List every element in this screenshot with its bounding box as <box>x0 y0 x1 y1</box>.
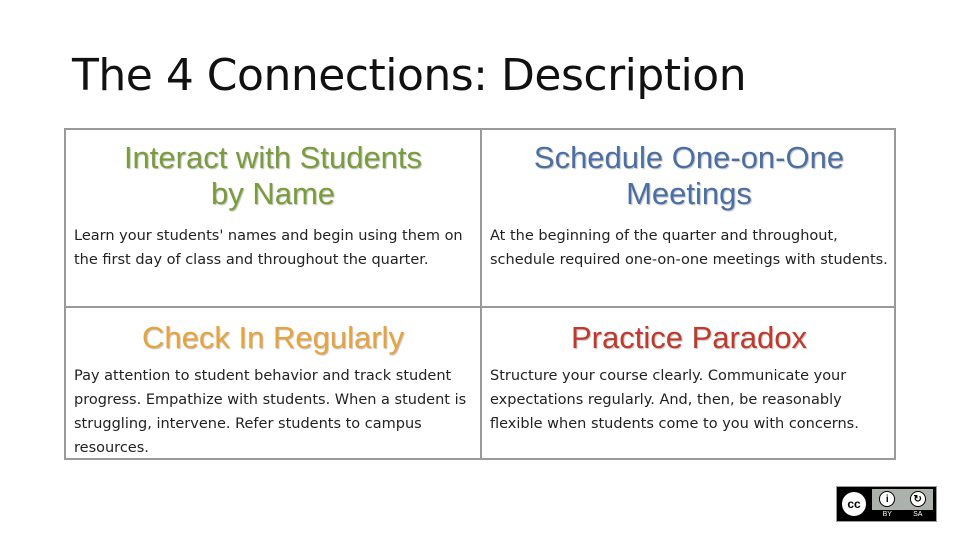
heading-line: Interact with Students <box>123 140 423 175</box>
cc-by-sa-license-badge[interactable] <box>836 486 937 522</box>
connection-heading <box>490 140 888 212</box>
connection-description: Learn your students' names and begin using them on the first day of class and throughout the quarter. <box>74 228 463 268</box>
connection-heading: Check In Regularly <box>142 320 404 355</box>
sa-label: SA <box>913 511 923 518</box>
creative-commons-icon <box>840 490 868 518</box>
heading-line: by Name <box>210 176 336 211</box>
slide-title: The 4 Connections: Description <box>72 50 747 101</box>
connection-cell-paradox <box>482 308 896 458</box>
connection-heading <box>74 140 472 212</box>
connection-cell-one-on-one <box>482 130 896 308</box>
by-label: BY <box>882 511 892 518</box>
heading-line: Schedule One-on-One <box>533 140 845 175</box>
attribution-icon: i <box>879 491 895 507</box>
share-alike-icon: ↻ <box>910 491 926 507</box>
license-terms <box>872 489 933 519</box>
connection-cell-check-in <box>66 308 482 458</box>
cc-label: cc <box>847 497 861 511</box>
connection-description: Structure your course clearly. Communicate your expectations regularly. And, then, be reasonably flexible when students come to you with concerns. <box>490 368 859 432</box>
connection-description: At the beginning of the quarter and throughout, schedule required one-on-one meetings with students. <box>490 228 888 268</box>
connections-table <box>64 128 896 460</box>
connection-cell-interact-by-name <box>66 130 482 308</box>
connection-heading: Practice Paradox <box>570 320 808 355</box>
heading-line: Meetings <box>626 176 752 211</box>
connection-description: Pay attention to student behavior and track student progress. Empathize with students. When a student is struggling, intervene. Refer students to campus resources. <box>74 368 467 456</box>
